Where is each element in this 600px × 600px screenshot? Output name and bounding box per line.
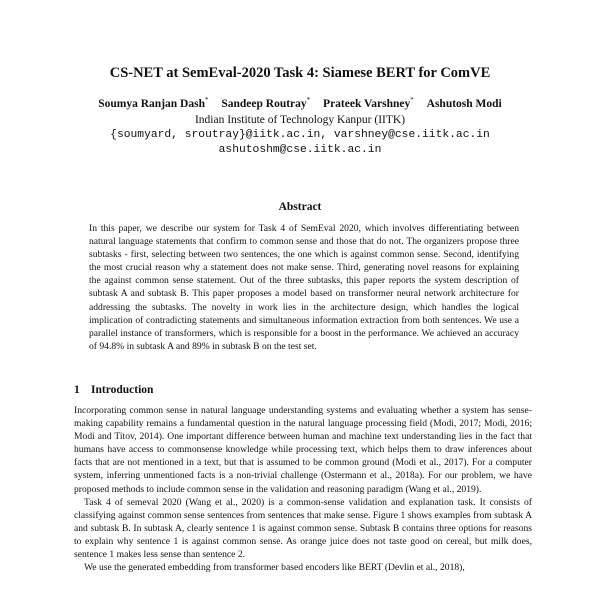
- paper-title: CS-NET at SemEval-2020 Task 4: Siamese BERT for ComVE: [109, 65, 491, 81]
- body-paragraph: We use the generated embedding from transformer based encoders like BERT (Devlin et al., 2018),: [84, 562, 465, 574]
- author-mark: *: [410, 96, 414, 105]
- body-paragraph: Task 4 of semeval 2020 (Wang et al., 2020) is a common-sense validation and explanation task. It consists of classifying against common sense sentences from sentences that make sense. Figure 1 shows examples from subtask A and subtask B. In subtask A, clearly sentence 1 is against common sense. Subtask B contains three options for reasons to explain why sentence 1 is against common sense. As orange juice does not taste good on cereal, but milk does, sentence 1 makes less sense than sentence 2.: [74, 496, 532, 561]
- author-name-text: Sandeep Routray: [221, 98, 307, 110]
- introduction-body: [74, 404, 532, 574]
- section-heading: [74, 383, 153, 397]
- author-name: [98, 97, 208, 111]
- author-mark: *: [306, 96, 311, 105]
- email-line: {soumyard, sroutray}@iitk.ac.in, varshney@cse.iitk.ac.in: [110, 129, 490, 141]
- author-list: [0, 97, 600, 111]
- author-name-text: Prateek Varshney: [323, 98, 411, 110]
- author-name: [221, 97, 310, 111]
- section-title: Introduction: [91, 384, 154, 396]
- body-paragraph: Incorporating common sense in natural language understanding systems and evaluating whether a system has sense-making capability remains a fundamental question in the natural language processing field (Modi, 2017; Modi, 2016; Modi and Titov, 2014). One important difference between human and machine text understanding lies in the fact that humans have access to commonsense knowledge while processing text, which helps them to draw inferences about facts that are not mentioned in a text, but that is assumed to be common ground (Modi et al., 2017). For a computer system, inferring unmentioned facts is a non-trivial challenge (Ostermann et al., 2018a). For our problem, we have proposed methods to include common sense in the validation and reasoning paradigm (Wang et al., 2019).: [74, 405, 532, 495]
- author-mark: *: [204, 96, 209, 105]
- abstract-text: In this paper, we describe our system for Task 4 of SemEval 2020, which involves differentiating between natural language statements that confirm to common sense and those that do not. The organizers propose three subtasks - first, selecting between two sentences, the one which is against common sense. Second, identifying the most crucial reason why a statement does not make sense. Third, generating novel reasons for explaining the against common sense statement. Out of the three subtasks, this paper reports the system description of subtask A and subtask B. This paper proposes a model based on transformer neural network architecture for addressing the subtasks. The novelty in work lies in the architecture design, which handles the logical implication of contradicting statements and simultaneous information extraction from both sentences. We use a parallel instance of transformers, which is responsible for a boost in the performance. We achieved an accuracy of 94.8% in subtask A and 89% in subtask B on the test set.: [89, 223, 519, 352]
- author-name: [323, 97, 414, 111]
- affiliation: Indian Institute of Technology Kanpur (IITK): [194, 114, 406, 126]
- author-name: [427, 97, 502, 111]
- abstract-heading: Abstract: [278, 201, 322, 213]
- author-name-text: Soumya Ranjan Dash: [98, 98, 205, 110]
- section-number: 1: [74, 384, 80, 396]
- author-name-text: Ashutosh Modi: [426, 98, 502, 110]
- email-line: ashutoshm@cse.iitk.ac.in: [218, 144, 382, 156]
